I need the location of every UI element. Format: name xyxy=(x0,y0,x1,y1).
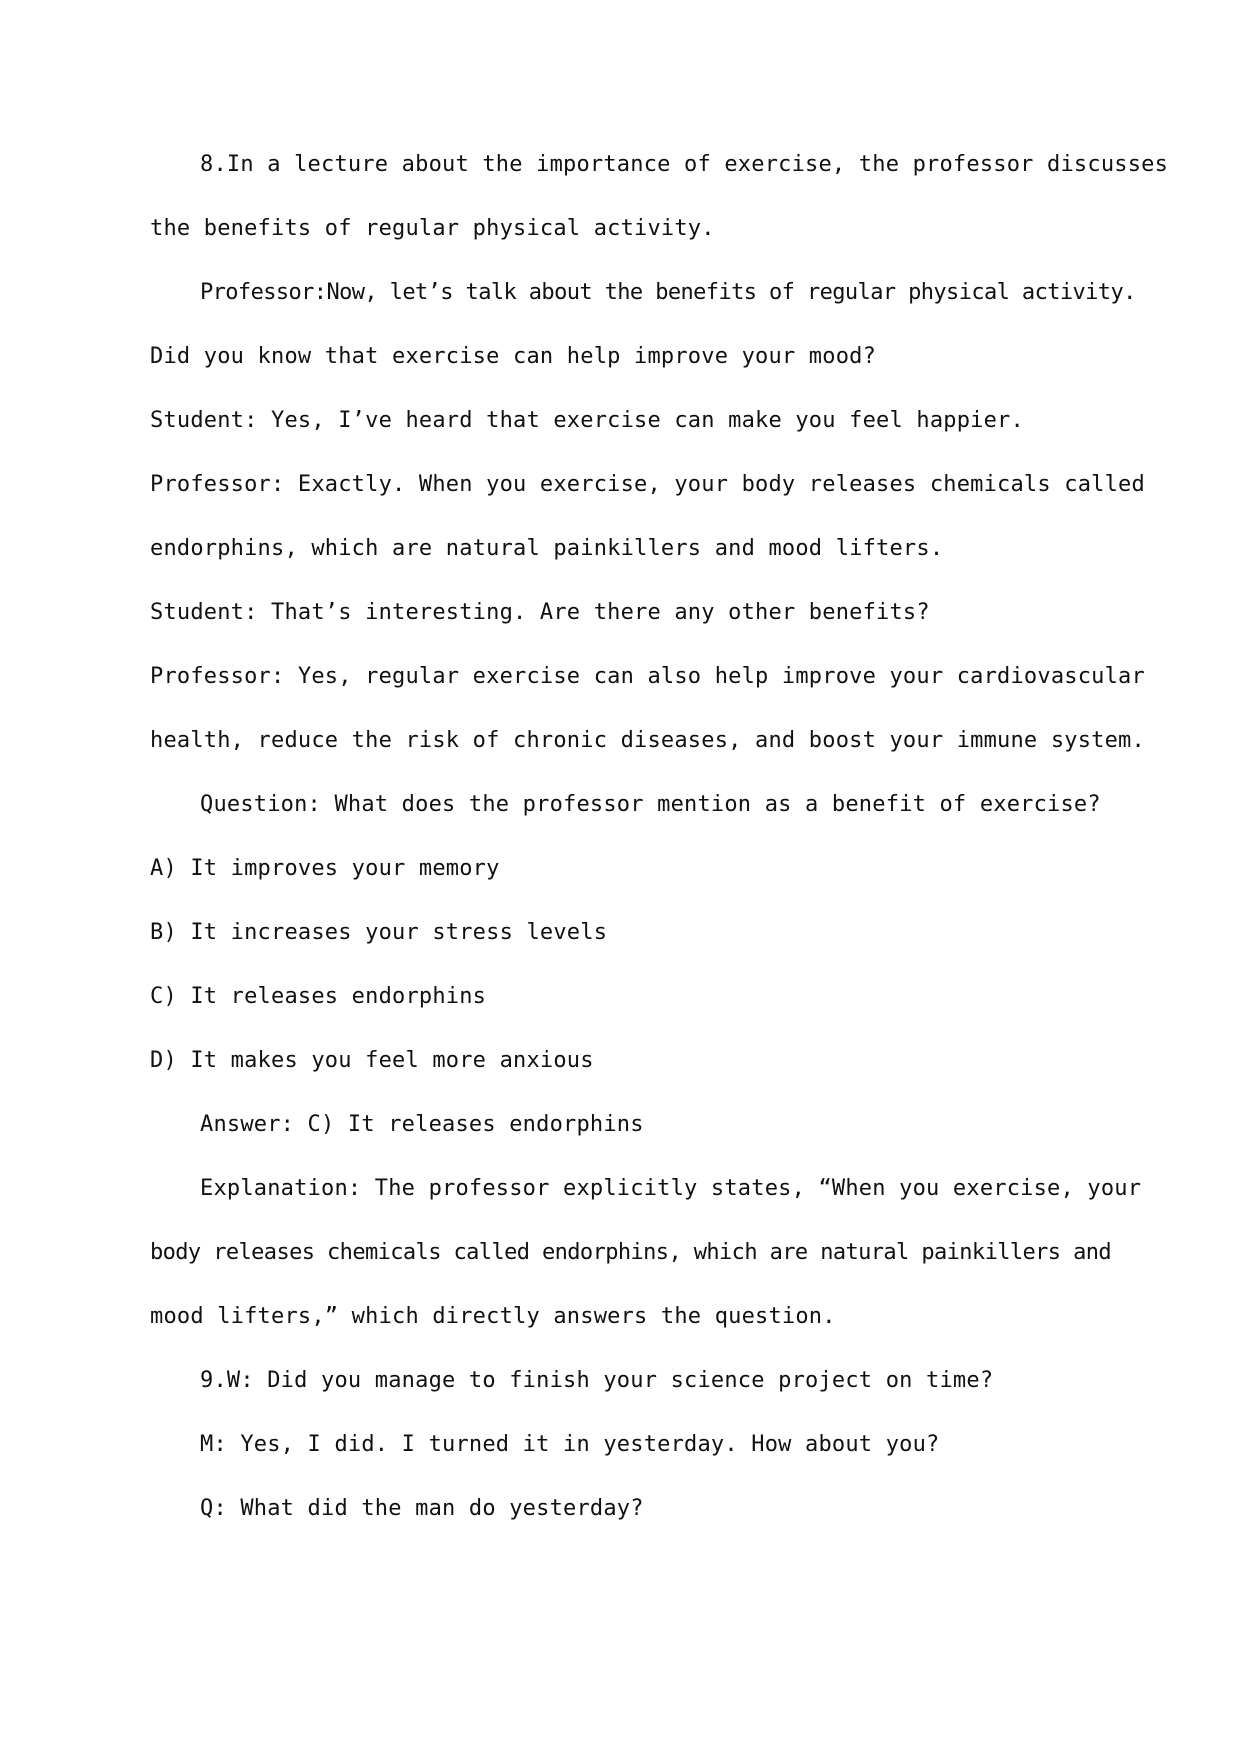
q8-option-d: D) It makes you feel more anxious xyxy=(150,1048,594,1073)
q8-dialogue-line-1: Professor:Now, let’s talk about the benefits of regular physical activity. xyxy=(200,280,1136,305)
q9-man-line: M: Yes, I did. I turned it in yesterday. How about you? xyxy=(200,1432,940,1457)
q8-dialogue-line-6: Student: That’s interesting. Are there any other benefits? xyxy=(150,600,930,625)
q9-woman-line: 9.W: Did you manage to finish your science project on time? xyxy=(200,1368,994,1393)
q8-intro-line-1: 8.In a lecture about the importance of exercise, the professor discusses xyxy=(200,152,1169,177)
q8-intro-line-2: the benefits of regular physical activity. xyxy=(150,216,715,241)
q8-explanation-line-1: Explanation: The professor explicitly states, “When you exercise, your xyxy=(200,1176,1142,1201)
q8-dialogue-line-3: Student: Yes, I’ve heard that exercise can make you feel happier. xyxy=(150,408,1024,433)
q8-dialogue-line-4: Professor: Exactly. When you exercise, your body releases chemicals called xyxy=(150,472,1145,497)
q8-option-b: B) It increases your stress levels xyxy=(150,920,608,945)
q8-explanation-line-2: body releases chemicals called endorphins, which are natural painkillers and xyxy=(150,1240,1112,1265)
q9-question-line: Q: What did the man do yesterday? xyxy=(200,1496,644,1521)
q8-option-a: A) It improves your memory xyxy=(150,856,500,881)
q8-dialogue-line-2: Did you know that exercise can help improve your mood? xyxy=(150,344,877,369)
q8-option-c: C) It releases endorphins xyxy=(150,984,487,1009)
q8-dialogue-line-7: Professor: Yes, regular exercise can also help improve your cardiovascular xyxy=(150,664,1145,689)
q8-explanation-line-3: mood lifters,” which directly answers the question. xyxy=(150,1304,836,1329)
q8-dialogue-line-8: health, reduce the risk of chronic diseases, and boost your immune system. xyxy=(150,728,1145,753)
q8-dialogue-line-5: endorphins, which are natural painkillers and mood lifters. xyxy=(150,536,944,561)
q8-question: Question: What does the professor mention as a benefit of exercise? xyxy=(200,792,1101,817)
q8-answer: Answer: C) It releases endorphins xyxy=(200,1112,644,1137)
